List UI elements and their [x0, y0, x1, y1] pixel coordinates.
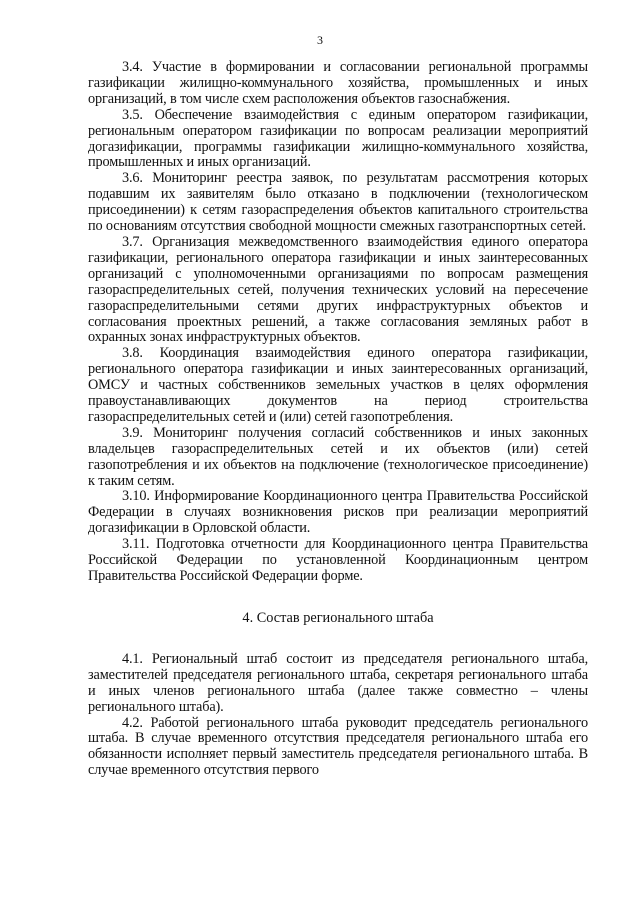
paragraph-3-9: 3.9. Мониторинг получения согласий собственников и иных законных владельцев газораспределительных сетей и их объектов (или) сетей газопотребления и их объектов на подключение (технологическое присоединение) к таким сетям.	[88, 424, 588, 489]
paragraph-3-5: 3.5. Обеспечение взаимодействия с единым оператором газификации, региональным оператором газификации по вопросам реализации мероприятий догазификации, программы газификации жилищно-коммунального хозяйства, промышленных и иных организаций.	[88, 106, 588, 171]
page-number: 3	[317, 33, 323, 47]
paragraph-4-1: 4.1. Региональный штаб состоит из председателя регионального штаба, заместителей председателя регионального штаба, секретаря регионального штаба и иных членов регионального штаба (далее также совместно – члены регионального штаба).	[88, 650, 588, 715]
document-body	[88, 60, 588, 779]
paragraph-3-10: 3.10. Информирование Координационного центра Правительства Российской Федерации в случаях возникновения рисков при реализации мероприятий догазификации в Орловской области.	[88, 488, 588, 537]
section-heading: 4. Состав регионального штаба	[242, 609, 434, 626]
paragraph-3-7: 3.7. Организация межведомственного взаимодействия единого оператора газификации, регионального оператора газификации и иных заинтересованных организаций с уполномоченными организациями по вопросам размещения газораспределительных сетей, получения технических условий на пересечение газораспределительными сетями других инфраструктурных объектов и согласования проектных решений, а также согласования земляных работ в охранных зонах инфраструктурных объектов.	[88, 233, 588, 346]
paragraph-3-11: 3.11. Подготовка отчетности для Координационного центра Правительства Российской Федерации по установленной Координационным центром Правительства Российской Федерации форме.	[88, 536, 588, 584]
paragraph-3-8: 3.8. Координация взаимодействия единого оператора газификации, регионального оператора газификации и иных заинтересованных организаций, ОМСУ и частных собственников земельных участков в целях оформления правоустанавливающих документов на период строительства газораспределительных сетей и (или) сетей газопотребления.	[88, 345, 588, 425]
paragraph-3-4: 3.4. Участие в формировании и согласовании региональной программы газификации жилищно-коммунального хозяйства, промышленных и иных организаций, в том числе схем расположения объектов газоснабжения.	[88, 59, 588, 107]
paragraph-3-6: 3.6. Мониторинг реестра заявок, по результатам рассмотрения которых подавшим их заявителям было отказано в подключении (технологическом присоединении) к сетям газораспределения объектов капитального строительства по основаниям отсутствия свободной мощности смежных газотранспортных сетей.	[88, 170, 588, 235]
paragraph-4-2: 4.2. Работой регионального штаба руководит председатель регионального штаба. В случае временного отсутствия председателя регионального штаба его обязанности исполняет первый заместитель председателя регионального штаба. В случае временного отсутствия первого	[88, 714, 588, 779]
